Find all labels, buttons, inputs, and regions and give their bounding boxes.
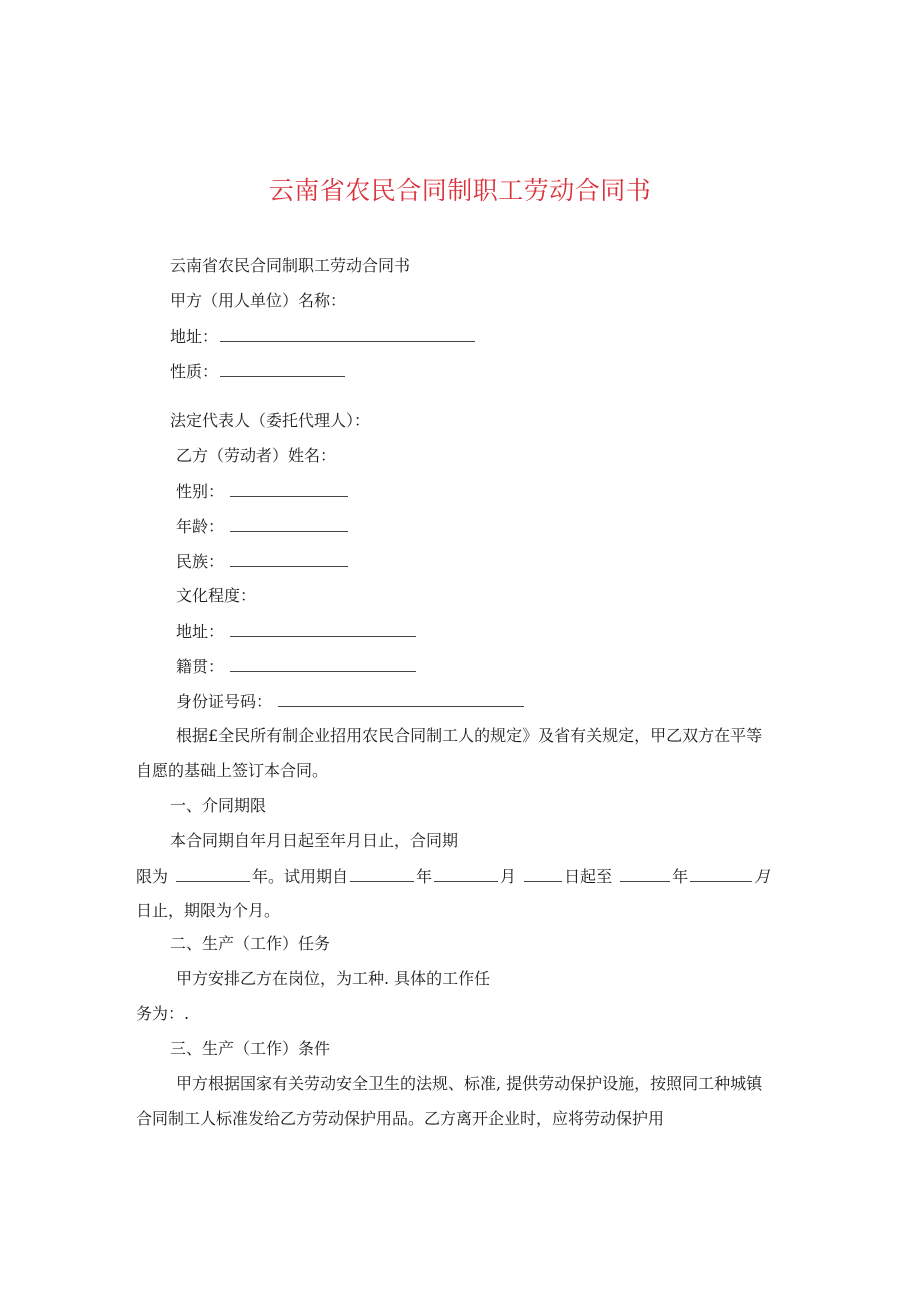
probation-label: 年。试用期自 (252, 867, 349, 886)
probation-start-month-label: 月 (500, 867, 517, 886)
party-b-address-blank[interactable] (230, 620, 416, 637)
probation-end-year-blank[interactable] (620, 865, 670, 882)
probation-start-day-blank[interactable] (524, 865, 562, 882)
party-b-id-blank[interactable] (278, 690, 524, 707)
party-a-nature-label: 性质： (170, 362, 219, 381)
party-b-age-row (176, 515, 350, 538)
section-2-heading: 二、生产（工作）任务 (170, 934, 331, 953)
party-a-address-label: 地址： (170, 327, 219, 346)
probation-start-year-blank[interactable] (350, 865, 414, 882)
document-title: 云南省农民合同制职工劳动合同书 (268, 176, 652, 205)
term-years-blank[interactable] (176, 865, 250, 882)
section-1-line-1: 本合同期自年月日起至年月日止，合同期 (170, 831, 459, 850)
party-b-address-label: 地址： (176, 622, 225, 641)
party-b-address-row (176, 620, 418, 643)
party-b-gender-row (176, 480, 350, 503)
party-b-native-place-row (176, 655, 418, 678)
section-1-line-3: 日止，期限为个月。 (136, 901, 281, 920)
party-b-id-label: 身份证号码： (176, 692, 273, 711)
party-b-native-place-blank[interactable] (230, 655, 416, 672)
party-b-native-place-label: 籍贯： (176, 657, 225, 676)
party-b-gender-label: 性别： (176, 482, 225, 501)
probation-end-month-label: 月 (754, 867, 771, 886)
section-2-line-1: 甲方安排乙方在岗位，为工种. 具体的工作任 (176, 969, 491, 988)
party-b-name-label: 乙方（劳动者）姓名： (176, 446, 337, 465)
document-subtitle: 云南省农民合同制职工劳动合同书 (170, 256, 411, 275)
intro-line-1: 根据£全民所有制企业招用农民合同制工人的规定》及省有关规定，甲乙双方在平等 (176, 726, 763, 745)
intro-line-2: 自愿的基础上签订本合同。 (136, 761, 329, 780)
party-a-nature-blank[interactable] (220, 360, 345, 377)
party-b-age-blank[interactable] (230, 515, 348, 532)
party-a-name-label: 甲方（用人单位）名称： (170, 291, 347, 310)
section-3-heading: 三、生产（工作）条件 (170, 1039, 331, 1058)
party-a-address-row (170, 325, 477, 348)
party-a-nature-row (170, 360, 347, 383)
party-a-address-blank[interactable] (220, 325, 475, 342)
section-3-line-1: 甲方根据国家有关劳动安全卫生的法规、标准, 提供劳动保护设施，按照同工种城镇 (176, 1074, 763, 1093)
section-3-line-2: 合同制工人标准发给乙方劳动保护用品。乙方离开企业时，应将劳动保护用 (136, 1109, 665, 1128)
party-b-ethnicity-label: 民族： (176, 552, 225, 571)
probation-start-month-blank[interactable] (434, 865, 498, 882)
probation-start-year-label: 年 (416, 867, 433, 886)
party-b-education-label: 文化程度： (176, 586, 257, 605)
party-b-id-row (176, 690, 526, 713)
party-a-legal-rep-label: 法定代表人（委托代理人）： (170, 411, 371, 430)
section-1-heading: 一、介同期限 (170, 796, 267, 815)
party-b-gender-blank[interactable] (230, 480, 348, 497)
party-b-age-label: 年龄： (176, 517, 225, 536)
party-b-ethnicity-row (176, 550, 350, 573)
probation-end-month-blank[interactable] (690, 865, 752, 882)
section-2-line-2: 务为：. (136, 1004, 190, 1023)
party-b-ethnicity-blank[interactable] (230, 550, 348, 567)
section-1-line-2 (136, 865, 770, 888)
term-label: 限为 (136, 867, 169, 886)
probation-end-year-label: 年 (672, 867, 689, 886)
probation-start-day-label: 日起至 (564, 867, 613, 886)
